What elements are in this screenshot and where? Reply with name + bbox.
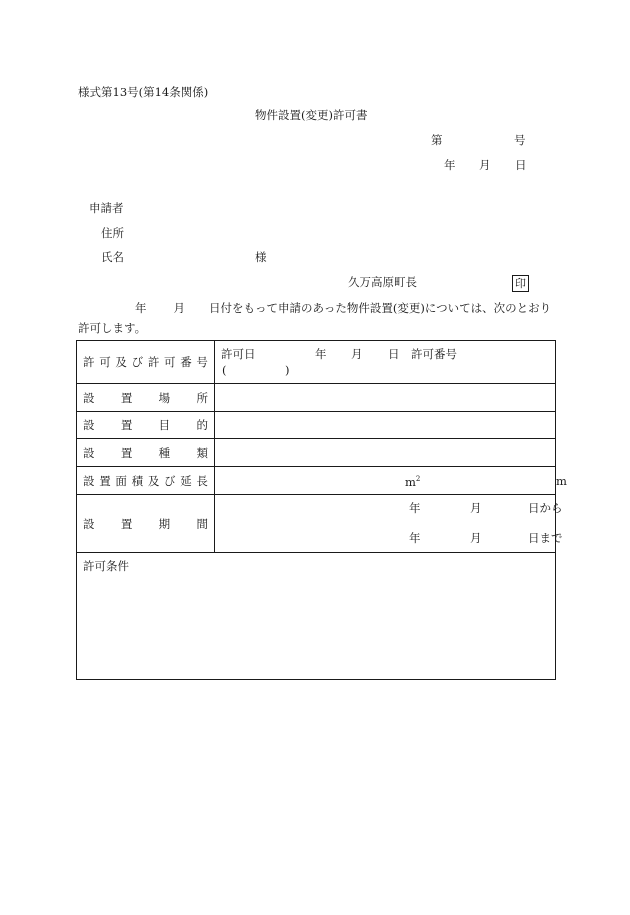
purpose-label: 設 置 目 的 (83, 418, 208, 432)
permit-value-cell (215, 341, 556, 384)
period-row (77, 495, 556, 553)
location-label-cell (77, 384, 215, 412)
area-label: 設 置 面 積 及 び 延 長 (83, 473, 208, 488)
type-row (77, 439, 556, 467)
period-label: 設 置 期 間 (83, 516, 208, 531)
area-value-cell (215, 467, 567, 495)
body-month: 月 (173, 301, 185, 315)
length-unit: m (556, 474, 567, 488)
type-label-cell (77, 439, 215, 467)
period-end-month: 月 (470, 531, 482, 545)
period-start-day: 日から (528, 501, 563, 515)
issue-date-day: 日 (515, 158, 527, 172)
area-label-cell (77, 467, 215, 495)
permit-table (76, 340, 567, 680)
permit-statement (78, 298, 556, 338)
permit-label: 許 可 及 び 許 可 番 号 (83, 355, 208, 369)
location-label: 設 置 場 所 (83, 390, 208, 405)
seal-mark: 印 (512, 275, 529, 292)
permit-number-label: 許可番号 (411, 347, 457, 361)
period-start-month: 月 (470, 501, 482, 515)
applicant-label: 申請者 (89, 201, 124, 215)
issuer-name: 久万高原町長 (348, 275, 417, 289)
purpose-row (77, 412, 556, 439)
permit-date-year: 年 (315, 347, 327, 361)
document-title: 物件設置(変更)許可書 (255, 108, 368, 122)
honorific: 様 (255, 250, 267, 264)
type-label: 設 置 種 類 (83, 445, 208, 460)
period-value-cell (215, 495, 563, 553)
number-prefix: 第 (431, 133, 443, 147)
area-unit: $m^2$ (405, 474, 421, 489)
conditions-cell (77, 553, 556, 680)
conditions-label: 許可条件 (83, 559, 129, 573)
permit-label-cell (77, 341, 215, 384)
issue-date-year: 年 (444, 158, 456, 172)
location-row (77, 384, 556, 412)
name-label: 氏名 (101, 250, 124, 264)
issue-date-month: 月 (479, 158, 491, 172)
body-text: 日付をもって申請のあった物件設置(変更)については、次のとおり許可します。 (78, 301, 552, 335)
permit-date-month: 月 (351, 347, 363, 361)
purpose-label-cell (77, 412, 215, 439)
address-label: 住所 (101, 226, 124, 240)
area-row (77, 467, 556, 495)
permit-row (77, 341, 556, 384)
type-value-cell (215, 439, 556, 467)
location-value-cell (215, 384, 556, 412)
paren-close: ) (285, 363, 290, 377)
permit-date-day: 日 (388, 347, 400, 361)
period-start-year: 年 (409, 501, 421, 515)
period-end-day: 日まで (528, 531, 563, 545)
conditions-row (77, 553, 556, 680)
form-number: 様式第13号(第14条関係) (78, 85, 209, 99)
paren-open: ( (222, 363, 227, 377)
period-end-year: 年 (409, 531, 421, 545)
body-year: 年 (135, 301, 147, 315)
permit-date-label: 許可日 (221, 347, 256, 361)
purpose-value-cell (215, 412, 556, 439)
period-label-cell (77, 495, 215, 553)
number-suffix: 号 (514, 133, 526, 147)
